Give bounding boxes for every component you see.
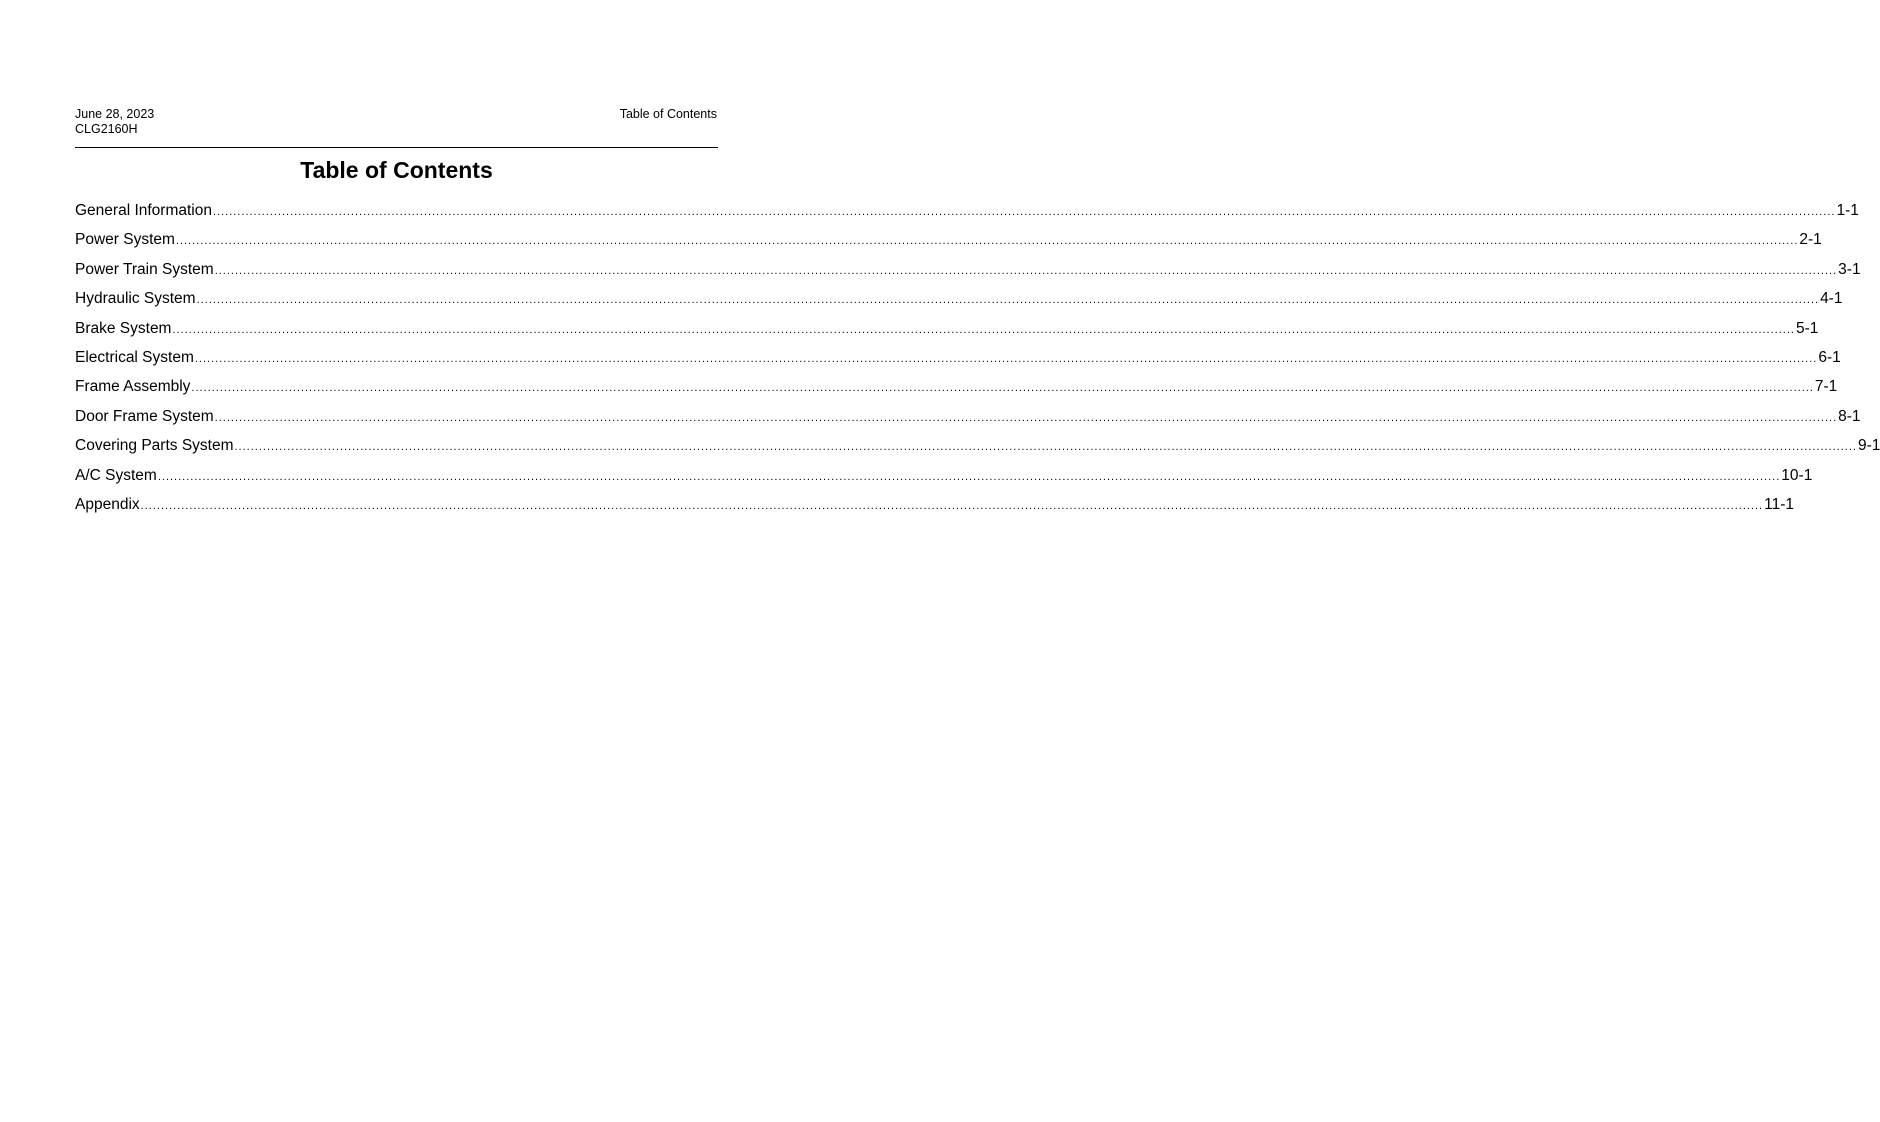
toc-entry-label: General Information (75, 202, 212, 219)
header-left (75, 107, 154, 137)
toc-entry-electrical-system[interactable] (75, 348, 1841, 377)
toc-entry-ac-system[interactable] (75, 466, 1813, 495)
toc-entry-page: 7-1 (1814, 378, 1838, 396)
toc-dot-leader: ................................................................................................................................................................................................................................................................................................................................................................................................................ (214, 411, 1838, 424)
toc-entry-label: Frame Assembly (75, 378, 191, 396)
header-section-title: Table of Contents (619, 107, 717, 121)
toc-entry-power-system[interactable] (75, 230, 1822, 259)
toc-entry-appendix[interactable] (75, 495, 1794, 524)
toc-entry-label: Brake System (75, 319, 172, 337)
toc-entry-label: Power Train System (75, 260, 214, 278)
toc-entry-door-frame-system[interactable] (75, 407, 1861, 436)
toc-entry-page: 10-1 (1781, 466, 1813, 484)
toc-dot-leader: ................................................................................................................................................................................................................................................................................................................................................................................................................ (196, 294, 1820, 307)
toc-entry-brake-system[interactable] (75, 319, 1819, 348)
toc-entry-frame-assembly[interactable] (75, 377, 1838, 406)
toc-entry-power-train-system[interactable] (75, 260, 1861, 289)
toc-entry-page: 5-1 (1795, 319, 1819, 337)
toc-dot-leader: ................................................................................................................................................................................................................................................................................................................................................................................................................ (234, 441, 1857, 454)
toc-dot-leader: ................................................................................................................................................................................................................................................................................................................................................................................................................ (213, 206, 1836, 218)
toc-entry-label: Door Frame System (75, 407, 214, 425)
toc-entry-page: 8-1 (1838, 407, 1861, 425)
header-date: June 28, 2023 (75, 107, 155, 121)
toc-entry-page: 11-1 (1764, 495, 1794, 513)
toc-entry-hydraulic-system[interactable] (75, 289, 1843, 318)
toc-entry-general-information[interactable] (75, 201, 1859, 230)
toc-entry-page: 9-1 (1857, 437, 1880, 455)
toc-entry-label: Covering Parts System (75, 437, 234, 455)
toc-entry-page: 4-1 (1820, 290, 1843, 308)
toc-entry-label: Power System (75, 231, 175, 249)
toc-list (75, 201, 1880, 524)
toc-entry-page: 1-1 (1836, 202, 1859, 219)
toc-dot-leader: ................................................................................................................................................................................................................................................................................................................................................................................................................ (140, 499, 1764, 512)
toc-entry-page: 2-1 (1799, 231, 1822, 249)
page-title: Table of Contents (300, 157, 493, 183)
header-rule (75, 147, 718, 148)
toc-dot-leader: ................................................................................................................................................................................................................................................................................................................................................................................................................ (172, 323, 1795, 336)
toc-entry-label: Electrical System (75, 348, 194, 366)
toc-entry-covering-parts-system[interactable] (75, 436, 1880, 465)
toc-dot-leader: ................................................................................................................................................................................................................................................................................................................................................................................................................ (157, 470, 1781, 483)
toc-entry-label: A/C System (75, 466, 157, 484)
toc-entry-label: Hydraulic System (75, 290, 196, 308)
toc-dot-leader: ................................................................................................................................................................................................................................................................................................................................................................................................................ (214, 264, 1838, 277)
toc-dot-leader: ................................................................................................................................................................................................................................................................................................................................................................................................................ (194, 352, 1818, 365)
toc-entry-page: 6-1 (1818, 348, 1841, 366)
header-model: CLG2160H (75, 122, 138, 136)
toc-entry-label: Appendix (75, 495, 140, 513)
toc-dot-leader: ................................................................................................................................................................................................................................................................................................................................................................................................................ (175, 235, 1799, 248)
toc-dot-leader: ................................................................................................................................................................................................................................................................................................................................................................................................................ (191, 382, 1814, 395)
toc-entry-page: 3-1 (1838, 260, 1861, 278)
